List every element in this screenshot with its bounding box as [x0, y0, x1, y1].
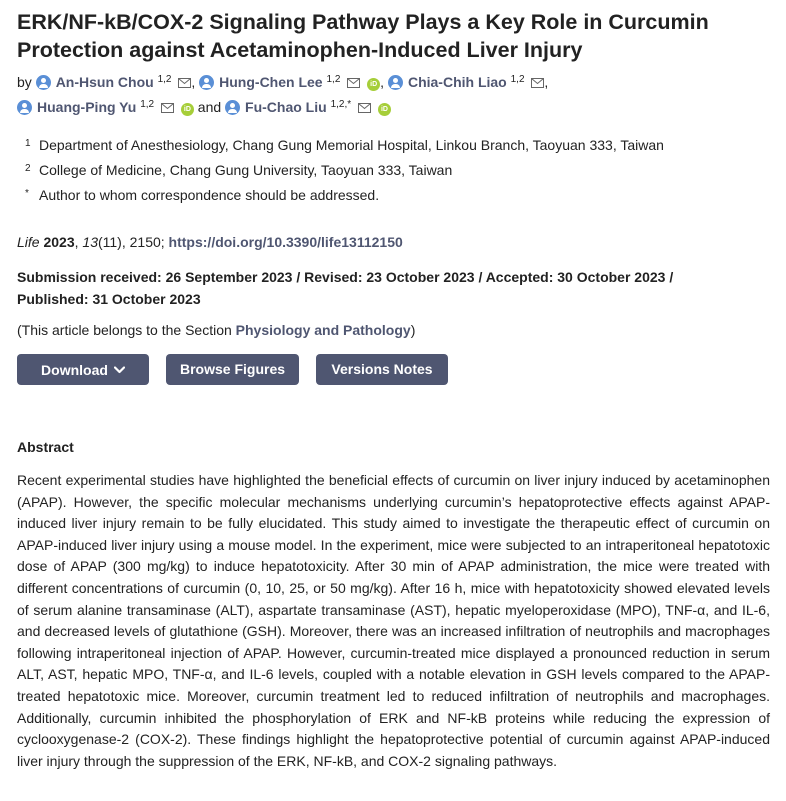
author-2: Hung-Chen Lee $^{1,2}$ iD , [199, 74, 388, 90]
download-label: Download [41, 362, 108, 378]
person-icon[interactable] [36, 75, 51, 90]
section-note [17, 322, 415, 338]
affiliation-text: Department of Anesthesiology, Chang Gung Memorial Hospital, Linkou Branch, Taoyuan 333, Taiwan [39, 137, 664, 153]
author-affil-sup: 1,2 [510, 74, 525, 85]
dates-line-1: Submission received: 26 September 2023 / Revised: 23 October 2023 / Accepted: 30 October 2023 / [17, 269, 674, 285]
citation-issue-pages: (11), 2150; [97, 234, 169, 250]
journal-name: Life [17, 234, 40, 250]
citation-volume: 13 [82, 234, 98, 250]
publication-dates [17, 266, 777, 310]
author-affil-sup: 1,2 [140, 99, 155, 110]
chevron-down-icon [114, 354, 125, 385]
author-name[interactable]: Chia-Chih Liao [407, 74, 507, 90]
mail-icon[interactable] [531, 71, 544, 95]
mail-icon[interactable] [358, 96, 371, 120]
mail-icon[interactable] [178, 71, 191, 95]
citation-year: 2023 [43, 234, 75, 250]
affiliation-text: Author to whom correspondence should be addressed. [39, 187, 380, 203]
doi-link[interactable]: https://doi.org/10.3390/life13112150 [168, 234, 403, 250]
mail-icon[interactable] [161, 96, 174, 120]
browse-figures-button[interactable]: Browse Figures [166, 354, 299, 385]
author-name[interactable]: An-Hsun Chou [55, 74, 154, 90]
dates-line-2: Published: 31 October 2023 [17, 291, 201, 307]
article-title: ERK/NF-kB/COX-2 Signaling Pathway Plays a Key Role in Curcumin Protection against Acetaminophen-Induced Liver Injury [17, 10, 709, 62]
affiliation-marker: 1 [25, 138, 31, 149]
citation: Life 2023, 13(11), 2150; https://doi.org/10.3390/life13112150 [17, 234, 403, 250]
orcid-icon[interactable]: iD [367, 78, 380, 91]
section-suffix: ) [410, 322, 416, 338]
and-label: and [197, 99, 222, 115]
affiliation-marker: * [25, 188, 29, 199]
mail-icon[interactable] [347, 71, 360, 95]
orcid-icon[interactable]: iD [378, 103, 391, 116]
author-affil-sup: 1,2,* [330, 99, 352, 110]
person-icon[interactable] [199, 75, 214, 90]
affiliation-1 [25, 134, 664, 155]
affiliation-marker: 2 [25, 163, 31, 174]
affiliation-correspondence [25, 184, 379, 205]
section-prefix: (This article belongs to the Section [17, 322, 236, 338]
author-name[interactable]: Fu-Chao Liu [245, 99, 327, 115]
abstract-heading: Abstract [17, 439, 74, 455]
author-3: Chia-Chih Liao $^{1,2}$ , [388, 74, 548, 90]
person-icon[interactable] [17, 100, 32, 115]
by-label: by [17, 74, 32, 90]
person-icon[interactable] [225, 100, 240, 115]
affiliation-2 [25, 159, 452, 180]
author-4 [17, 99, 198, 115]
person-icon[interactable] [388, 75, 403, 90]
author-list [17, 70, 777, 120]
author-name[interactable]: Hung-Chen Lee [219, 74, 323, 90]
orcid-icon[interactable]: iD [181, 103, 194, 116]
author-1: An-Hsun Chou $^{1,2}$ , [36, 74, 199, 90]
abstract-text: Recent experimental studies have highlighted the beneficial effects of curcumin on liver injury induced by acetaminophen (APAP). However, the specific molecular mechanisms underlying curcumin’s hepatoprotective effects against APAP-induced liver injury remain to be fully elucidated. This study aimed to investigate the therapeutic effect of curcumin on APAP-induced liver injury using a mouse model. In the experiment, mice were subjected to an intraperitoneal hepatotoxic dose of APAP (300 mg/kg) to induce hepatotoxicity. After 30 min of APAP administration, the mice were treated with different concentrations of curcumin (0, 10, 25, or 50 mg/kg). After 16 h, mice with hepatotoxicity showed elevated levels of serum alanine transaminase (ALT), aspartate transaminase (AST), hepatic myeloperoxidase (MPO), TNF-α, and IL-6, and decreased levels of glutathione (GSH). Moreover, there was an increased infiltration of neutrophils and macrophages following intraperitoneal injection of APAP. However, curcumin-treated mice displayed a pronounced reduction in serum ALT, AST, hepatic MPO, TNF-α, and IL-6 levels, coupled with a notable elevation in GSH levels compared to the APAP-treated hepatotoxic mice. Moreover, curcumin treatment led to reduced infiltration of neutrophils and macrophages. Additionally, curcumin inhibited the phosphorylation of ERK and NF-kB proteins while reducing the expression of cyclooxygenase-2 (COX-2). These findings highlight the hepatoprotective potential of curcumin against APAP-induced liver injury through the suppression of the ERK, NF-kB, and COX-2 signaling pathways. [17, 472, 770, 769]
download-button[interactable] [17, 354, 149, 385]
author-affil-sup: 1,2 [326, 74, 341, 85]
author-affil-sup: 1,2 [157, 74, 172, 85]
versions-notes-button[interactable]: Versions Notes [316, 354, 448, 385]
author-5 [225, 99, 391, 115]
affiliation-text: College of Medicine, Chang Gung University, Taoyuan 333, Taiwan [39, 162, 453, 178]
author-name[interactable]: Huang-Ping Yu [37, 99, 137, 115]
section-link[interactable]: Physiology and Pathology [235, 322, 411, 338]
